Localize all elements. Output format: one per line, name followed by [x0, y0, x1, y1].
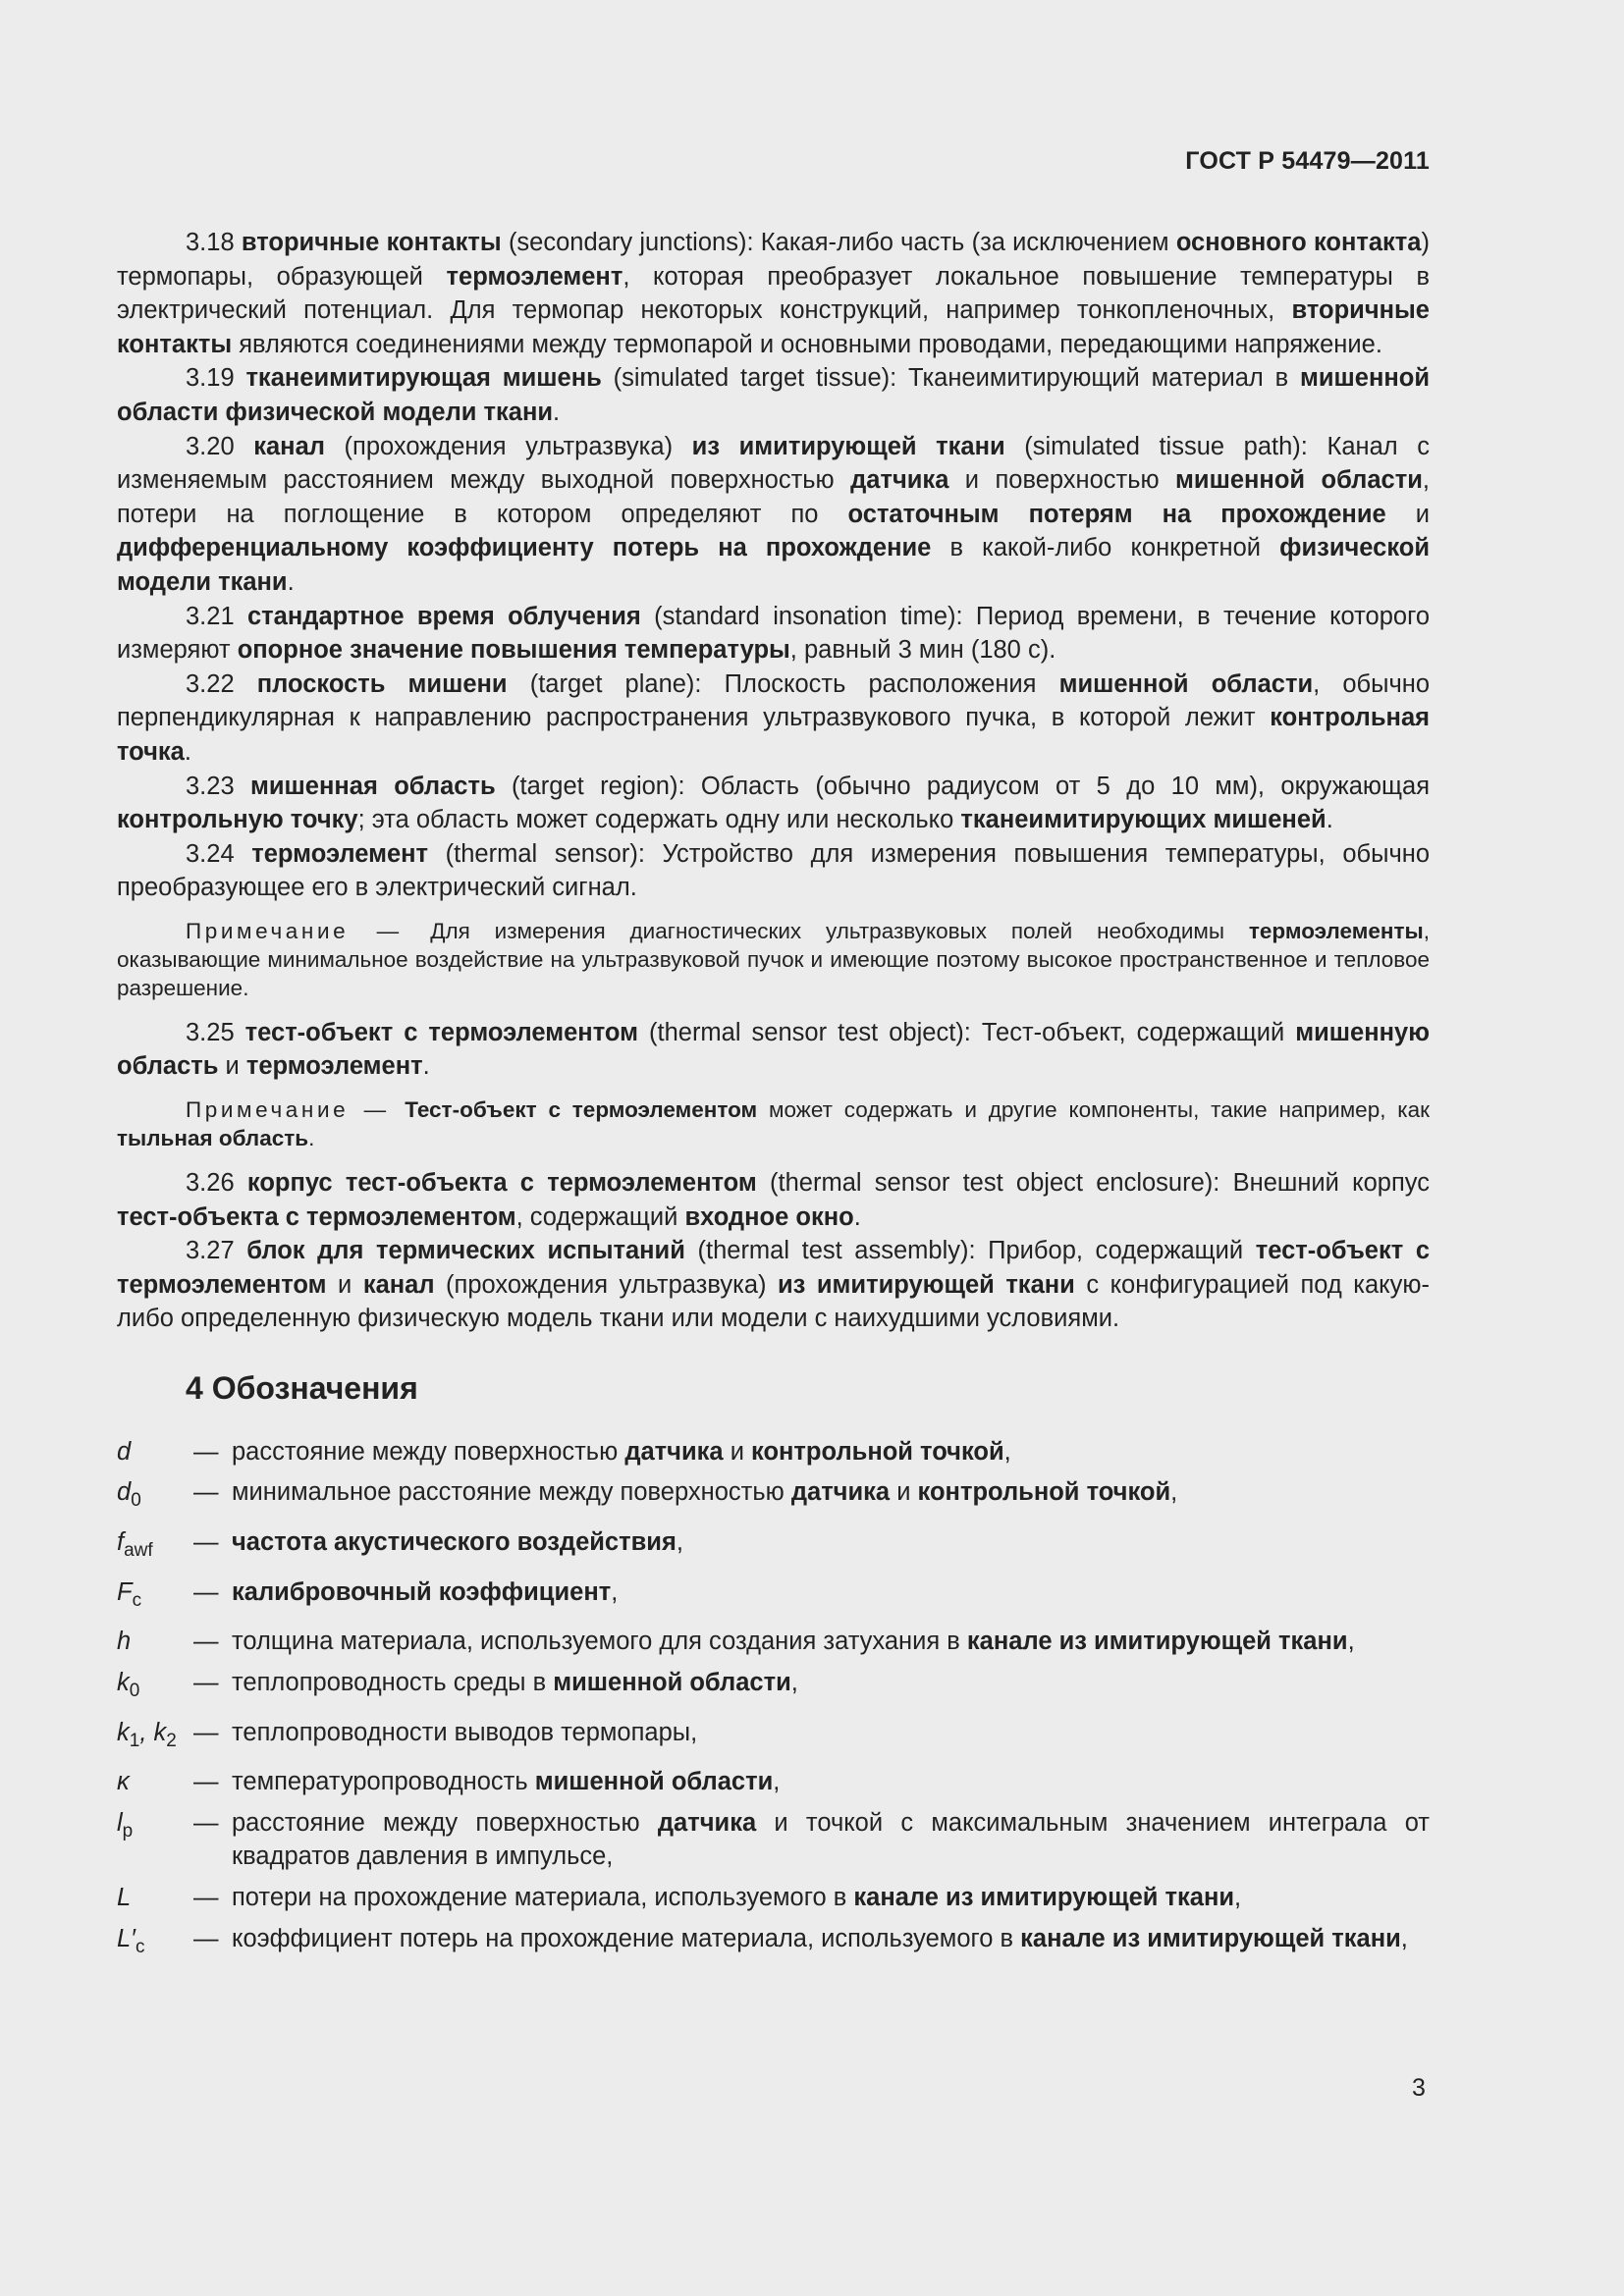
section-title: 4 Обозначения	[186, 1370, 418, 1407]
symbol	[117, 1716, 193, 1759]
page-number: 3	[1412, 2074, 1426, 2102]
bold-term: частота акустического воздействия	[232, 1527, 677, 1556]
text-run: 3.22	[186, 669, 257, 698]
bold-term: корпус тест-объекта с термоэлементом	[246, 1169, 757, 1198]
symbol-description	[232, 1806, 1430, 1874]
symbol	[117, 1666, 193, 1709]
text-run: , оказывающие минимальное воздействие на ультразвуковой пучок и имеющие поэтому высокое пространственное и тепловое разрешение.	[117, 918, 1430, 1000]
text-run: в какой-либо конкретной	[931, 534, 1280, 562]
symbol	[117, 1881, 193, 1915]
text-run: , потери на поглощение в котором определяют по	[117, 466, 1430, 528]
bold-term: канал	[362, 1270, 435, 1299]
text-run: .	[1326, 806, 1333, 834]
text-run: (standard insonation time): Период времени, в течение которого измеряют	[117, 602, 1431, 665]
text-run: Для измерения диагностических ультразвуковых полей необходимы	[430, 918, 1249, 943]
text-run: L	[117, 1884, 132, 1912]
symbol-row	[117, 1765, 1430, 1799]
subscript: awf	[124, 1540, 153, 1561]
bold-term: контрольной точкой	[917, 1478, 1171, 1507]
text-run: толщина материала, используемого для создания затухания в	[232, 1628, 967, 1656]
subscript: 0	[131, 1490, 141, 1512]
term-definition-3-25	[117, 1016, 1430, 1084]
text-run: (simulated tissue path): Канал с изменяемым расстоянием между выходной поверхностью	[117, 432, 1430, 495]
symbol-description	[232, 1625, 1430, 1659]
symbol-dash: —	[193, 1718, 219, 1746]
symbol-row	[117, 1666, 1430, 1709]
text-run: ,	[773, 1768, 781, 1796]
text-run: ,	[1400, 1924, 1408, 1952]
text-run: ,	[1170, 1478, 1178, 1507]
text-run: k	[117, 1668, 130, 1696]
text-run: и	[218, 1052, 246, 1081]
text-run: (target plane): Плоскость расположения	[507, 669, 1059, 698]
symbol-description	[232, 1435, 1430, 1469]
symbol-dash: —	[193, 1808, 219, 1837]
symbol	[117, 1765, 193, 1799]
text-run: и	[326, 1270, 363, 1299]
bold-term: мишенная область	[250, 772, 496, 800]
symbol-row	[117, 1881, 1430, 1915]
text-run: .	[184, 737, 191, 766]
symbol	[117, 1806, 193, 1849]
bold-term: из имитирующей ткани	[691, 432, 1005, 460]
symbol-dash: —	[193, 1628, 219, 1656]
symbol-dash: —	[193, 1577, 219, 1606]
text-run: коэффициент потерь на прохождение материала, используемого в	[232, 1924, 1021, 1952]
bold-term: из имитирующей ткани	[778, 1270, 1075, 1299]
term-definition-3-27	[117, 1234, 1430, 1336]
bold-term: канале из имитирующей ткани	[853, 1884, 1235, 1912]
bold-term: мишенной области	[1175, 466, 1423, 495]
bold-term: мишенной области	[553, 1668, 791, 1696]
bold-term: термоэлемент	[245, 1052, 423, 1081]
note-paragraph	[117, 1095, 1430, 1152]
text-run: температуропроводность	[232, 1768, 535, 1796]
text-run: расстояние между поверхностью	[232, 1437, 625, 1466]
text-run: ; эта область может содержать одну или несколько	[357, 806, 961, 834]
symbol-row	[117, 1575, 1430, 1619]
symbol-dash: —	[193, 1924, 219, 1952]
symbol-row	[117, 1716, 1430, 1759]
symbol-description	[232, 1525, 1430, 1560]
bold-term: канале из имитирующей ткани	[1020, 1924, 1401, 1952]
text-run: и	[1385, 500, 1430, 528]
subscript: p	[122, 1820, 134, 1842]
term-definition-3-23	[117, 770, 1430, 837]
text-run: 3.25	[186, 1018, 245, 1046]
symbol-dash: —	[193, 1768, 219, 1796]
symbol-description	[232, 1475, 1430, 1510]
bold-term: канале из имитирующей ткани	[966, 1628, 1348, 1656]
bold-term: мишенную область	[117, 1018, 1431, 1081]
symbols-list	[117, 1435, 1430, 1965]
text-run: h	[117, 1628, 132, 1656]
text-run: (прохождения ультразвука)	[434, 1270, 778, 1299]
bold-term: вторичные контакты	[241, 229, 502, 256]
symbol-description	[232, 1666, 1430, 1700]
symbol-description	[232, 1716, 1430, 1750]
symbol-dash: —	[193, 1668, 219, 1696]
text-run: ,	[1234, 1884, 1242, 1912]
term-definition-3-19	[117, 361, 1430, 429]
text-run: 3.20	[186, 432, 254, 460]
text-run: 3.27	[186, 1237, 247, 1265]
text-run: расстояние между поверхностью	[232, 1808, 658, 1837]
text-run: теплопроводность среды в	[232, 1668, 554, 1696]
bold-term: опорное значение повышения температуры	[237, 636, 790, 665]
note-label: Примечание —	[186, 1097, 406, 1123]
text-run: (thermal sensor): Устройство для измерения повышения температуры, обычно преобразующее его в электрический сигнал.	[117, 839, 1431, 902]
symbol	[117, 1625, 193, 1659]
bold-term: дифференциальному коэффициенту потерь на прохождение	[117, 534, 932, 562]
subscript: c	[132, 1589, 142, 1611]
text-run: k	[117, 1718, 130, 1746]
bold-term: вторичные контакты	[117, 296, 1430, 358]
bold-term: блок для термических испытаний	[246, 1237, 685, 1265]
bold-term: основного контакта	[1175, 229, 1422, 256]
symbol-row	[117, 1525, 1430, 1569]
symbol-dash: —	[193, 1527, 219, 1556]
term-definition-3-18	[117, 226, 1430, 361]
term-definition-3-24	[117, 837, 1430, 905]
text-run: .	[553, 398, 561, 426]
text-run: ,	[1003, 1437, 1011, 1466]
bold-term: канал	[253, 432, 325, 460]
subscript: 0	[129, 1680, 140, 1701]
bold-term: тканеимитирующих мишеней	[960, 806, 1326, 834]
symbol	[117, 1435, 193, 1469]
bold-term: контрольной точкой	[751, 1437, 1004, 1466]
text-run: , обычно перпендикулярная к направлению распространения ультразвукового пучка, в которой лежит	[117, 669, 1430, 732]
symbol-dash: —	[193, 1884, 219, 1912]
text-run: ) термопары, образующей	[117, 229, 1430, 291]
text-run: 3.23	[186, 772, 251, 800]
terms-list	[117, 226, 1430, 905]
symbol-row	[117, 1922, 1430, 1965]
bold-term: мишенной области	[1058, 669, 1314, 698]
text-run: (прохождения ультразвука)	[324, 432, 692, 460]
standard-designation: ГОСТ Р 54479—2011	[1185, 147, 1430, 175]
text-run: L′	[117, 1924, 135, 1952]
bold-term: мишенной области физической модели ткани	[117, 364, 1431, 426]
text-run: d	[117, 1478, 132, 1507]
text-run: , которая преобразует локальное повышение температуры в электрический потенциал. Для термопар некоторых конструкций, например тонкопленочных,	[117, 262, 1430, 325]
bold-term: тыльная область	[117, 1126, 309, 1151]
text-run: .	[308, 1126, 315, 1151]
text-run: .	[853, 1202, 861, 1231]
term-definition-3-22	[117, 667, 1430, 770]
text-run: l	[117, 1808, 123, 1837]
text-run: ,	[1347, 1628, 1355, 1656]
text-run: , равный 3 мин (180 с).	[789, 636, 1056, 665]
bold-term: датчика	[624, 1437, 724, 1466]
bold-term: датчика	[850, 466, 949, 495]
text-run: минимальное расстояние между поверхностью	[232, 1478, 791, 1507]
bold-term: контрольная точка	[117, 704, 1430, 766]
text-run: и	[723, 1437, 752, 1466]
symbol-description	[232, 1575, 1430, 1610]
bold-term: Тест-объект с термоэлементом	[405, 1097, 758, 1123]
text-run: 3.18	[186, 229, 242, 256]
text-run: .	[422, 1052, 430, 1081]
text-run: (simulated target tissue): Тканеимитирующий материал в	[601, 364, 1300, 393]
text-run: f	[117, 1527, 125, 1556]
bold-term: тест-объект с термоэлементом	[117, 1237, 1431, 1299]
text-run: d	[117, 1437, 132, 1466]
text-run: , содержащий	[515, 1202, 685, 1231]
terms-list	[117, 1166, 1430, 1336]
bold-term: тест-объект с термоэлементом	[244, 1018, 638, 1046]
text-run: 3.24	[186, 839, 252, 868]
text-run: являются соединениями между термопарой и основными проводами, передающими напряжение.	[232, 330, 1382, 358]
text-run: (target region): Область (обычно радиусом от 5 до 10 мм), окружающая	[495, 772, 1430, 800]
bold-term: датчика	[657, 1808, 757, 1837]
text-run: (thermal sensor test object): Тест-объект, содержащий	[637, 1018, 1296, 1046]
text-run: может содержать и другие компоненты, такие например, как	[757, 1097, 1430, 1123]
text-run: 3.26	[186, 1169, 247, 1198]
term-definition-3-20	[117, 430, 1430, 600]
bold-term: термоэлемент	[446, 262, 623, 291]
text-run: , k	[139, 1718, 167, 1746]
text-run: (thermal sensor test object enclosure): Внешний корпус	[756, 1169, 1430, 1198]
bold-term: тест-объекта с термоэлементом	[117, 1202, 516, 1231]
symbol-row	[117, 1806, 1430, 1874]
symbol-dash: —	[193, 1478, 219, 1507]
subscript: c	[135, 1936, 145, 1957]
symbol	[117, 1575, 193, 1619]
bold-term: термоэлемент	[251, 839, 429, 868]
document-body	[117, 226, 1430, 1971]
text-run: теплопроводности выводов термопары,	[232, 1718, 698, 1746]
text-run: (thermal test assembly): Прибор, содержащий	[684, 1237, 1256, 1265]
note-label: Примечание —	[186, 918, 431, 943]
bold-term: плоскость мишени	[256, 669, 508, 698]
text-run: (secondary junctions): Какая-либо часть (за исключением	[501, 229, 1176, 256]
note-paragraph	[117, 917, 1430, 1002]
symbol-description	[232, 1881, 1430, 1915]
symbol-row	[117, 1625, 1430, 1659]
text-run: с конфигурацией под какую-либо определенную физическую модель ткани или модели с наихудшими условиями.	[117, 1270, 1430, 1333]
symbol	[117, 1922, 193, 1965]
text-run: потери на прохождение материала, используемого в	[232, 1884, 854, 1912]
symbol-description	[232, 1765, 1430, 1799]
text-run: ,	[611, 1577, 619, 1606]
term-definition-3-26	[117, 1166, 1430, 1234]
bold-term: мишенной области	[534, 1768, 774, 1796]
subscript: 1	[129, 1730, 140, 1751]
subscript: 2	[166, 1730, 177, 1751]
text-run: и поверхностью	[948, 466, 1176, 495]
text-run: κ	[117, 1768, 130, 1796]
symbol-description	[232, 1922, 1430, 1956]
symbol-row	[117, 1475, 1430, 1519]
bold-term: калибровочный коэффициент	[232, 1577, 612, 1606]
text-run: и	[890, 1478, 918, 1507]
text-run: 3.21	[186, 602, 247, 630]
bold-term: контрольную точку	[117, 806, 358, 834]
text-run: ,	[676, 1527, 683, 1556]
term-definition-3-21	[117, 600, 1430, 667]
text-run: ,	[790, 1668, 798, 1696]
bold-term: датчика	[790, 1478, 891, 1507]
bold-term: термоэлементы	[1248, 918, 1424, 943]
text-run: 3.19	[186, 364, 246, 393]
symbol-row	[117, 1435, 1430, 1469]
symbol	[117, 1475, 193, 1519]
bold-term: тканеимитирующая мишень	[245, 364, 602, 393]
bold-term: остаточным потерям на прохождение	[847, 500, 1386, 528]
symbol-dash: —	[193, 1437, 219, 1466]
text-run: и точкой с максимальным значением интеграла от квадратов давления в импульсе,	[232, 1808, 1430, 1871]
text-run: F	[117, 1577, 133, 1606]
bold-term: входное окно	[684, 1202, 854, 1231]
bold-term: стандартное время облучения	[247, 602, 641, 630]
symbol	[117, 1525, 193, 1569]
text-run: .	[287, 567, 295, 596]
bold-term: физической модели ткани	[117, 534, 1431, 596]
